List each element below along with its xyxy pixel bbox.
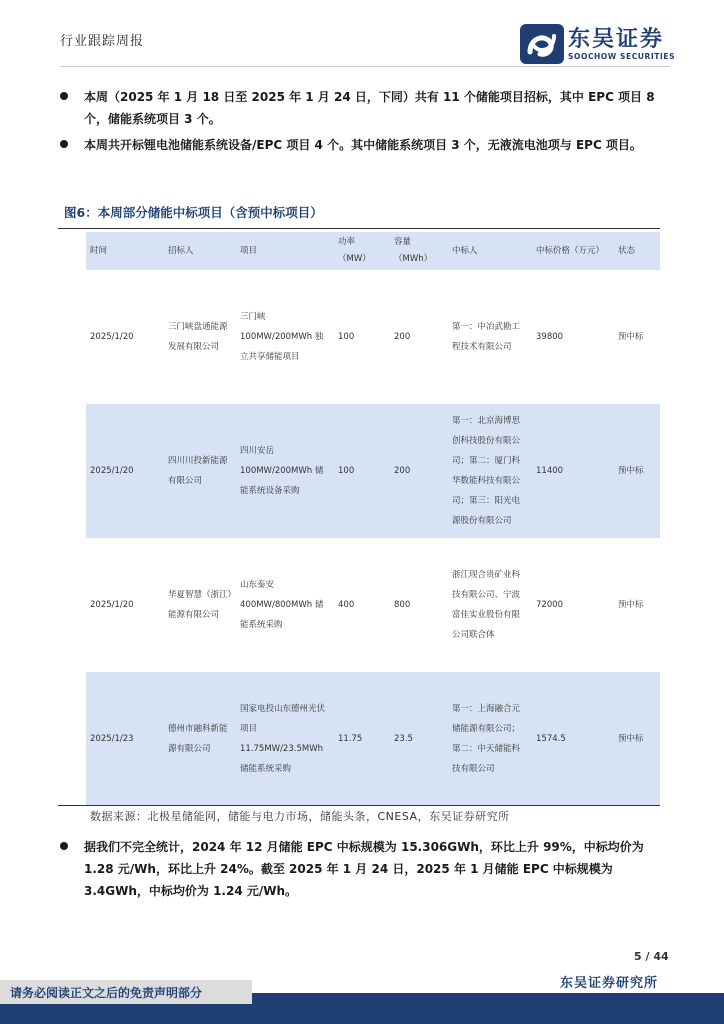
disclaimer-banner bbox=[0, 980, 252, 1004]
cell-capacity: 23.5 bbox=[390, 672, 448, 805]
soochow-logo-icon bbox=[520, 24, 564, 64]
table-row bbox=[86, 270, 660, 404]
col-header-power: 功率 （MW） bbox=[334, 232, 390, 270]
col-header-status: 状态 bbox=[614, 232, 660, 270]
cell-price: 11400 bbox=[532, 404, 614, 538]
col-header-price: 中标价格（万元） bbox=[532, 232, 614, 270]
cell-project: 国家电投山东德州光伏项目 11.75MW/23.5MWh 储能系统采购 bbox=[236, 672, 334, 805]
col-header-project: 项目 bbox=[236, 232, 334, 270]
cell-status: 预中标 bbox=[618, 332, 644, 342]
cell-price: 72000 bbox=[536, 600, 564, 610]
cell-winner: 第一：上海融合元储能源有限公司；第二：中天储能科技有限公司 bbox=[448, 672, 532, 805]
footer-firm-name: 东吴证券研究所 bbox=[560, 976, 659, 991]
cell-winner: 浙江现合贵矿业科技有限公司、宁波富佳实业股份有限公司联合体 bbox=[452, 570, 521, 640]
cell-tenderer: 华夏智慧（浙江）能源有限公司 bbox=[168, 590, 232, 620]
figure-source: 数据来源：北极星储能网，储能与电力市场，储能头条，CNESA，东吴证券研究所 bbox=[90, 810, 510, 823]
cell-status: 预中标 bbox=[618, 600, 644, 610]
page-number: 5 / 44 bbox=[634, 950, 669, 963]
table-header-row bbox=[86, 232, 660, 270]
cell-project: 四川安岳 100MW/200MWh 储能系统设备采购 bbox=[236, 404, 334, 538]
bullet-item bbox=[84, 836, 662, 902]
logo-text-cn: 东吴证券 bbox=[568, 26, 665, 52]
header-divider bbox=[60, 66, 670, 67]
cell-date: 2025/1/20 bbox=[90, 332, 134, 342]
col-header-winner: 中标人 bbox=[448, 232, 532, 270]
cell-project: 三门峡 100MW/200MWh 独立共享储能项目 bbox=[240, 312, 324, 362]
cell-winner: 第一：中冶武勘工程技术有限公司 bbox=[452, 322, 521, 352]
report-type-label: 行业跟踪周报 bbox=[60, 34, 145, 49]
company-logo bbox=[520, 22, 680, 66]
col-header-tenderer: 招标人 bbox=[164, 232, 236, 270]
bid-table bbox=[86, 232, 660, 805]
cell-tenderer: 德州市融科新能源有限公司 bbox=[164, 672, 236, 805]
figure-top-rule bbox=[58, 228, 660, 229]
cell-winner: 第一：北京海博思创科技股份有限公司；第二：厦门科华数能科技有限公司；第三：阳光电源股份有限公司 bbox=[448, 404, 532, 538]
cell-tenderer: 三门峡盘通能源发展有限公司 bbox=[168, 322, 228, 352]
table-row bbox=[86, 672, 660, 805]
cell-project: 山东泰安 400MW/800MWh 储能系统采购 bbox=[240, 580, 324, 630]
bullet-text: 据我们不完全统计，2024 年 12 月储能 EPC 中标规模为 15.306GWh，环比上升 99%，中标均价为 1.28 元/Wh，环比上升 24%。截至 2025 年 1 月 24 日，2025 年 1 月储能 EPC 中标规模为 3.4GWh，中标均价为 1.24 元/Wh。 bbox=[84, 840, 644, 898]
bullet-dot-icon bbox=[60, 92, 68, 100]
disclaimer-text: 请务必阅读正文之后的免责声明部分 bbox=[10, 986, 203, 1000]
cell-status: 预中标 bbox=[614, 404, 660, 538]
logo-text-en: SOOCHOW SECURITIES bbox=[568, 52, 676, 61]
cell-capacity: 800 bbox=[394, 600, 411, 610]
bullet-dot-icon bbox=[60, 140, 68, 148]
bullet-item bbox=[84, 134, 662, 156]
cell-tenderer: 四川川投新能源有限公司 bbox=[164, 404, 236, 538]
cell-date: 2025/1/20 bbox=[86, 404, 164, 538]
bullet-text: 本周共开标锂电池储能系统设备/EPC 项目 4 个。其中储能系统项目 3 个，无液流电池项与 EPC 项目。 bbox=[84, 138, 642, 152]
cell-price: 39800 bbox=[536, 332, 564, 342]
cell-status: 预中标 bbox=[614, 672, 660, 805]
cell-date: 2025/1/20 bbox=[90, 600, 134, 610]
cell-power: 400 bbox=[338, 600, 355, 610]
cell-capacity: 200 bbox=[394, 332, 411, 342]
cell-date: 2025/1/23 bbox=[86, 672, 164, 805]
bullet-dot-icon bbox=[60, 842, 68, 850]
bullet-item bbox=[84, 86, 662, 130]
table-row bbox=[86, 404, 660, 538]
figure-title: 图6：本周部分储能中标项目（含预中标项目） bbox=[64, 205, 323, 220]
cell-capacity: 200 bbox=[390, 404, 448, 538]
col-header-date: 时间 bbox=[86, 232, 164, 270]
table-row bbox=[86, 538, 660, 672]
cell-price: 1574.5 bbox=[532, 672, 614, 805]
cell-power: 11.75 bbox=[334, 672, 390, 805]
figure-bottom-rule bbox=[58, 805, 660, 806]
cell-power: 100 bbox=[338, 332, 355, 342]
cell-power: 100 bbox=[334, 404, 390, 538]
col-header-capacity: 容量 （MWh） bbox=[390, 232, 448, 270]
bullet-text: 本周（2025 年 1 月 18 日至 2025 年 1 月 24 日，下同）共有 11 个储能项目招标，其中 EPC 项目 8 个，储能系统项目 3 个。 bbox=[84, 90, 655, 126]
